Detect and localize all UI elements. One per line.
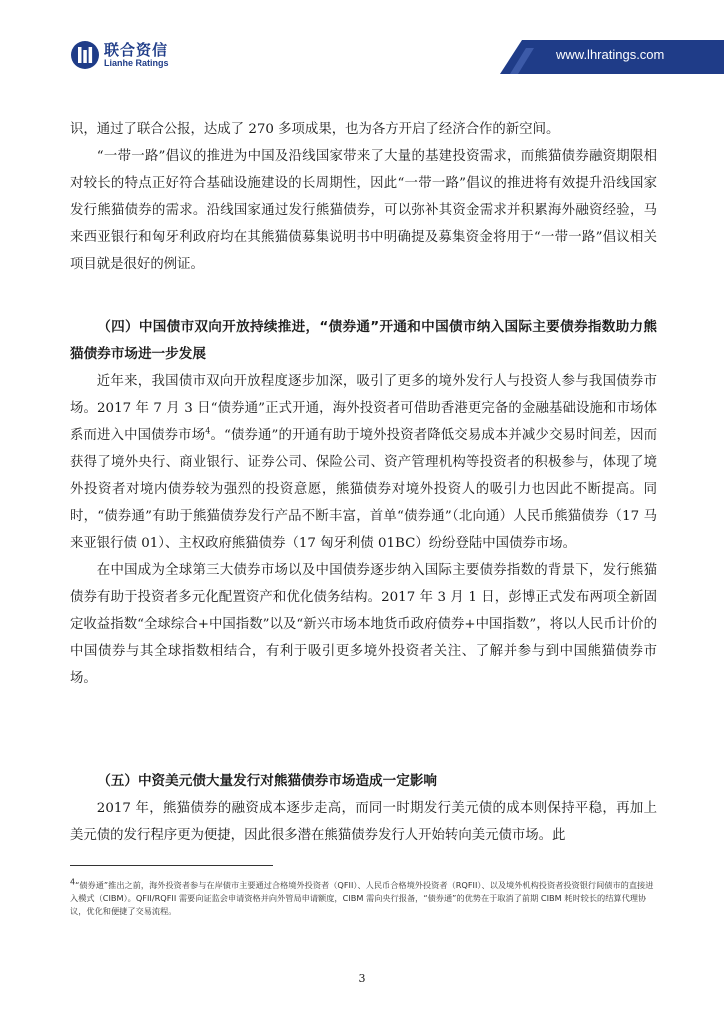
paragraph-belt-road: “一带一路”倡议的推进为中国及沿线国家带来了大量的基建投资需求，而熊猫债券融资期限相对较长的特点正好符合基础设施建设的长周期性，因此“一带一路”倡议的推进将有效提升沿线国家发行熊猫债券的需求。沿线国家通过发行熊猫债券，可以弥补其资金需求并积累海外融资经验，马来西亚银行和匈牙利政府均在其熊猫债募集说明书中明确提及募集资金将用于“一带一路”倡议相关项目就是很好的例证。 [70,149,657,272]
page-header [0,0,724,80]
footnote-divider [70,865,273,866]
section-heading-5: （五）中资美元债大量发行对熊猫债券市场造成一定影响 [97,773,438,789]
paragraph-index-inclusion: 在中国成为全球第三大债券市场以及中国债券逐步纳入国际主要债券指数的背景下，发行熊猫债券有助于投资者多元化配置资产和优化债务结构。2017 年 3 月 1 日，彭博正式发布两项全新固定收益指数“全球综合+中国指数”以及“新兴市场本地货币政府债券+中国指数”，将以人民币计价的中国债券与其全球指数相结合，有利于吸引更多境外投资者关注、了解并参与到中国熊猫债券市场。 [70,563,657,686]
website-link[interactable]: www.lhratings.com [556,47,665,62]
footnote-text: “债券通”推出之前，海外投资者参与在岸债市主要通过合格境外投资者（QFII）、人民币合格境外投资者（RQFII）、以及境外机构投资者投资银行间债市的直接进入模式（CIBM）。QFII/RQFII 需要向证监会申请资格并向外管局申请额度，CIBM 需向央行报备，“债券通”的优势在于取消了前期 CIBM 耗时较长的结算代理协议，优化和便捷了交易流程。 [70,880,654,916]
page-number: 3 [358,972,366,985]
body-section-5 [70,768,657,849]
body-section-4 [70,314,657,692]
body-top [70,116,657,278]
logo-english-name: Lianhe Ratings [104,58,169,68]
footnote-marker: 4 [70,877,76,887]
logo-chinese-name: 联合资信 [104,41,169,59]
footnote [70,879,657,918]
paragraph-usd-bonds: 2017 年，熊猫债券的融资成本逐步走高，而同一时期发行美元债的成本则保持平稳，再加上美元债的发行程序更为便捷，因此很多潜在熊猫债券发行人开始转向美元债市场。此 [70,801,657,843]
section-heading-4: （四）中国债市双向开放持续推进，“债券通”开通和中国债市纳入国际主要债券指数助力熊猫债券市场进一步发展 [70,319,657,362]
footnote-ref: 4 [205,426,211,436]
paragraph-continued: 识，通过了联合公报，达成了 270 多项成果，也为各方开启了经济合作的新空间。 [70,122,560,137]
lianhe-logo-icon [70,40,100,70]
paragraph-bond-connect: 近年来，我国债市双向开放程度逐步加深，吸引了更多的境外发行人与投资人参与我国债券市场。2017 年 7 月 3 日“债券通”正式开通，海外投资者可借助香港更完备的金融基础设施和市场体系而进入中国债券市场$^4$。“债券通”的开通有助于境外投资者降低交易成本并减少交易时间差，因而获得了境外央行、商业银行、证券公司、保险公司、资产管理机构等投资者的积极参与，体现了境外投资者对境内债券较为强烈的投资意愿，熊猫债券对境外投资人的吸引力也因此不断提高。同时，“债券通”有助于熊猫债券发行产品不断丰富，首单“债券通”（北向通）人民币熊猫债券（17 马来亚银行债 01）、主权政府熊猫债券（17 匈牙利债 01BC）纷纷登陆中国债券市场。 [70,374,657,551]
